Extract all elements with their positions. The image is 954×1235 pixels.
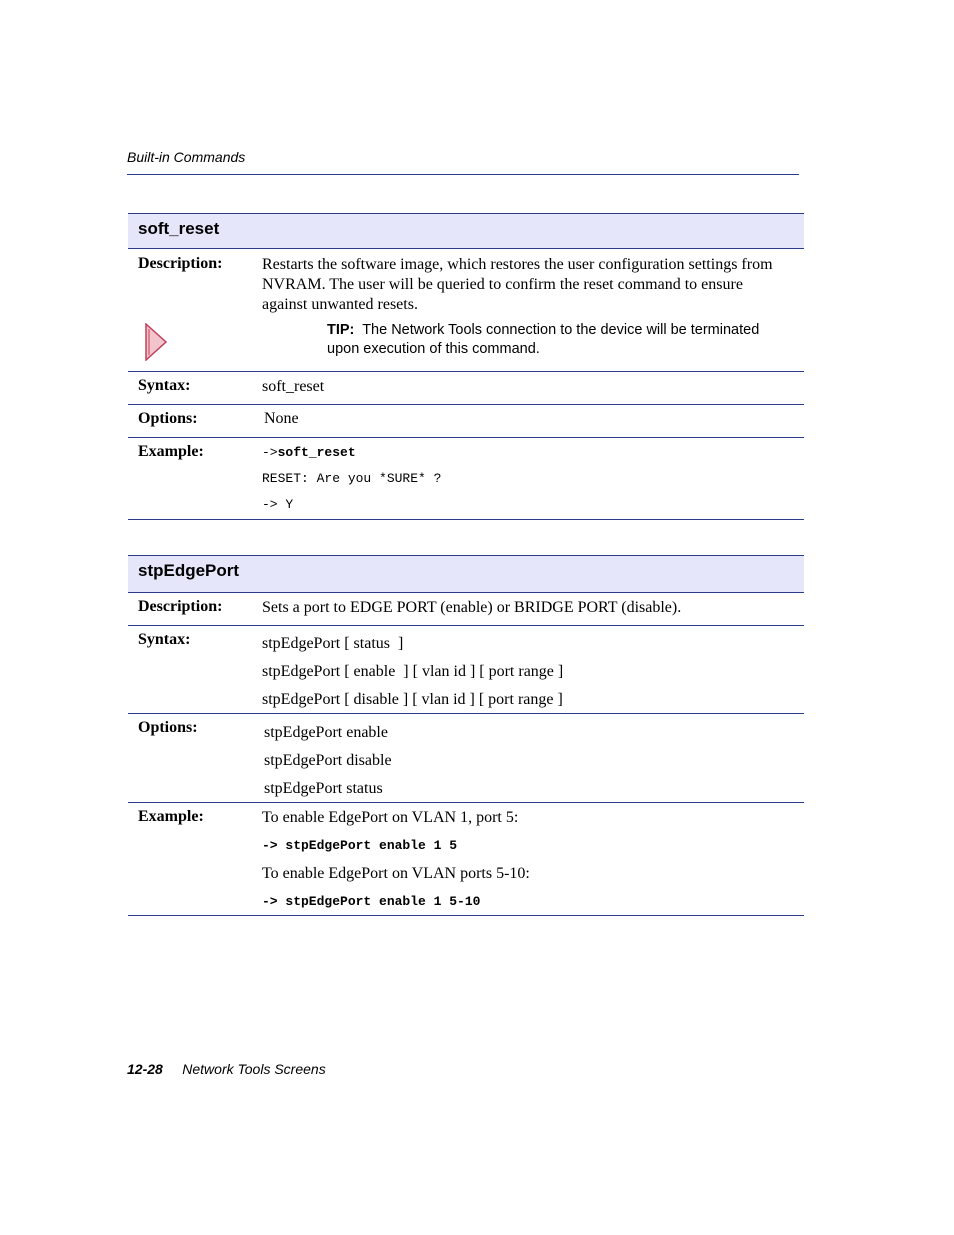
options-label: Options: — [138, 410, 198, 427]
example-prompt: -> — [262, 445, 278, 460]
page-footer — [127, 1061, 326, 1077]
syntax-line: stpEdgePort [ enable ] [ vlan id ] [ port range ] — [262, 663, 564, 680]
tip-body — [327, 321, 804, 359]
header-rule — [127, 174, 799, 175]
stpedgeport-options-row — [128, 714, 804, 803]
stpedgeport-syntax-row — [128, 626, 804, 714]
example-label: Example: — [138, 808, 204, 825]
soft-reset-options-row — [128, 405, 804, 438]
description-label: Description: — [138, 598, 223, 615]
soft-reset-options: None — [264, 410, 299, 427]
stpedgeport-heading: stpEdgePort — [128, 555, 804, 593]
soft-reset-syntax-row — [128, 372, 804, 405]
example-text-2: To enable EdgePort on VLAN ports 5-10: — [262, 865, 530, 882]
stpedgeport-example-row — [128, 803, 804, 916]
option-item: stpEdgePort enable — [264, 724, 388, 741]
stpedgeport-description-row — [128, 593, 804, 626]
option-item: stpEdgePort status — [264, 780, 383, 797]
soft-reset-example-line2: RESET: Are you *SURE* ? — [262, 471, 442, 486]
soft-reset-description-row — [128, 249, 804, 372]
soft-reset-example-row — [128, 438, 804, 520]
soft-reset-syntax: soft_reset — [262, 378, 325, 395]
example-label: Example: — [138, 443, 204, 460]
tip-arrow-icon — [144, 323, 168, 361]
tip-text: The Network Tools connection to the device will be terminated upon execution of this command. — [327, 322, 760, 357]
tip-note — [128, 321, 804, 359]
example-command: soft_reset — [277, 445, 356, 460]
example-command-2: -> stpEdgePort enable 1 5-10 — [262, 894, 481, 909]
stpedgeport-table — [128, 555, 804, 916]
soft-reset-example-line1 — [262, 443, 804, 463]
description-label: Description: — [138, 255, 223, 272]
syntax-label: Syntax: — [138, 631, 191, 648]
syntax-label: Syntax: — [138, 377, 191, 394]
soft-reset-example-line3: -> Y — [262, 497, 294, 512]
soft-reset-table — [128, 213, 804, 520]
syntax-line: stpEdgePort [ disable ] [ vlan id ] [ port range ] — [262, 691, 563, 708]
footer-section: Network Tools Screens — [182, 1061, 326, 1077]
page-number: 12-28 — [127, 1061, 163, 1077]
example-text-1: To enable EdgePort on VLAN 1, port 5: — [262, 809, 519, 826]
option-item: stpEdgePort disable — [264, 752, 392, 769]
tip-label: TIP: — [327, 322, 355, 338]
example-command-1: -> stpEdgePort enable 1 5 — [262, 838, 458, 853]
stpedgeport-description: Sets a port to EDGE PORT (enable) or BRIDGE PORT (disable). — [262, 599, 682, 616]
options-label: Options: — [138, 719, 198, 736]
running-header: Built-in Commands — [127, 149, 246, 165]
soft-reset-description: Restarts the software image, which restores the user configuration settings from NVRAM. The user will be queried to confirm the reset command to ensure against unwanted resets. — [262, 256, 773, 313]
soft-reset-heading: soft_reset — [128, 213, 804, 249]
syntax-line: stpEdgePort [ status ] — [262, 635, 404, 652]
